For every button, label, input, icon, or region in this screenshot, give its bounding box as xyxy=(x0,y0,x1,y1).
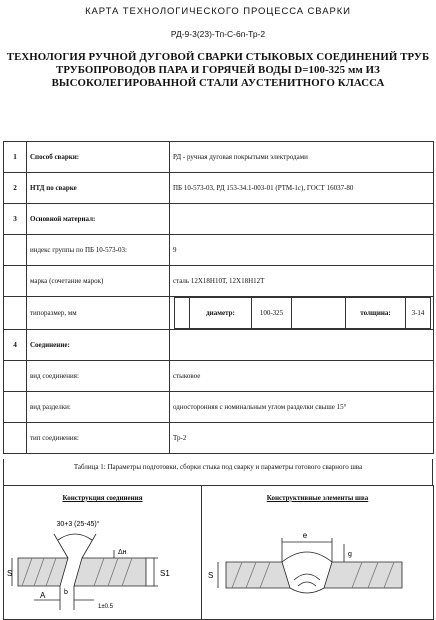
row-label: типоразмер, мм xyxy=(27,297,170,330)
weld-bead xyxy=(282,552,332,593)
joint-design-cell xyxy=(4,486,202,620)
thickness-value: 3-14 xyxy=(406,298,431,329)
size-subtable xyxy=(174,297,431,329)
thickness-label: толщина: xyxy=(346,298,406,329)
row-label: НТД по сварке xyxy=(27,173,170,204)
card-title: КАРТА ТЕХНОЛОГИЧЕСКОГО ПРОЦЕССА СВАРКИ xyxy=(85,6,351,17)
row-ntd xyxy=(4,173,434,204)
row-groove-kind xyxy=(4,392,434,423)
row-joint xyxy=(4,330,434,361)
e-label: e xyxy=(302,531,308,540)
row-value: сталь 12Х18Н10Т, 12Х18Н12Т xyxy=(170,266,434,297)
row-number: 3 xyxy=(4,204,27,235)
right-plate xyxy=(320,562,402,588)
weld-elements-cell xyxy=(202,486,434,620)
row-number: 4 xyxy=(4,330,27,361)
b-label: b xyxy=(64,589,68,596)
row-group-index xyxy=(4,235,434,266)
card-code: РД-9-3(23)-Тп-С-6п-Тр-2 xyxy=(170,29,266,39)
row-label: Способ сварки: xyxy=(27,142,170,173)
row-value xyxy=(170,204,434,235)
row-label: марка (сочетание марок) xyxy=(27,266,170,297)
joint-design-drawing xyxy=(4,514,200,614)
weld-elements-drawing xyxy=(202,514,432,614)
s-label: S xyxy=(208,571,214,580)
angle-label: 30+3 (25-45)° xyxy=(56,521,100,528)
row-number: 2 xyxy=(4,173,27,204)
row-label: Основной материал: xyxy=(27,204,170,235)
left-plate xyxy=(18,558,68,586)
row-value: Тр-2 xyxy=(170,423,434,454)
row-welding-method xyxy=(4,142,434,173)
row-value: стыковое xyxy=(170,361,434,392)
row-steel-grade xyxy=(4,266,434,297)
tolerance-label: 1±0.5 xyxy=(98,604,113,610)
row-label: Соединение: xyxy=(27,330,170,361)
weld-elements-heading: Конструктивные элементы шва xyxy=(266,494,369,502)
row-joint-type xyxy=(4,423,434,454)
row-value: односторонняя с номинальным углом разделки свыше 15° xyxy=(170,392,434,423)
row-size xyxy=(4,297,434,330)
right-plate xyxy=(74,558,146,586)
diameter-value: 100-325 xyxy=(252,298,292,329)
row-label: тип соединения: xyxy=(27,423,170,454)
s-label: S xyxy=(7,569,13,578)
row-value: ПБ 10-573-03, РД 153-34.1-003-01 (РТМ-1с), ГОСТ 16037-80 xyxy=(170,173,434,204)
process-table xyxy=(3,141,434,454)
delta-h-label: Δн xyxy=(118,549,127,556)
row-label: индекс группы по ПБ 10-573-03: xyxy=(27,235,170,266)
row-label: вид разделки: xyxy=(27,392,170,423)
technology-title: ТЕХНОЛОГИЯ РУЧНОЙ ДУГОВОЙ СВАРКИ СТЫКОВЫХ СОЕДИНЕНИЙ ТРУБ ТРУБОПРОВОДОВ ПАРА И ГОРЯЧЕЙ ВОДЫ D=100-325 мм ИЗ ВЫСОКОЛЕГИРОВАННОЙ СТАЛИ АУСТЕНИТНОГО КЛАССА xyxy=(6,51,430,89)
row-number: 1 xyxy=(4,142,27,173)
table1-caption: Таблица 1: Параметры подготовки, сборки стыка под сварку и параметры готового сварного шва xyxy=(3,459,433,485)
row-value: 9 xyxy=(170,235,434,266)
table1-drawings xyxy=(3,485,434,620)
s1-label: S1 xyxy=(160,569,170,578)
row-base-material xyxy=(4,204,434,235)
row-value xyxy=(170,330,434,361)
diameter-label: диаметр: xyxy=(190,298,252,329)
joint-design-heading: Конструкция соединения xyxy=(62,494,143,502)
row-joint-kind xyxy=(4,361,434,392)
row-label: вид соединения: xyxy=(27,361,170,392)
a-label: A xyxy=(40,591,46,600)
g-label: g xyxy=(348,551,352,558)
row-value: РД - ручная дуговая покрытыми электродами xyxy=(170,142,434,173)
